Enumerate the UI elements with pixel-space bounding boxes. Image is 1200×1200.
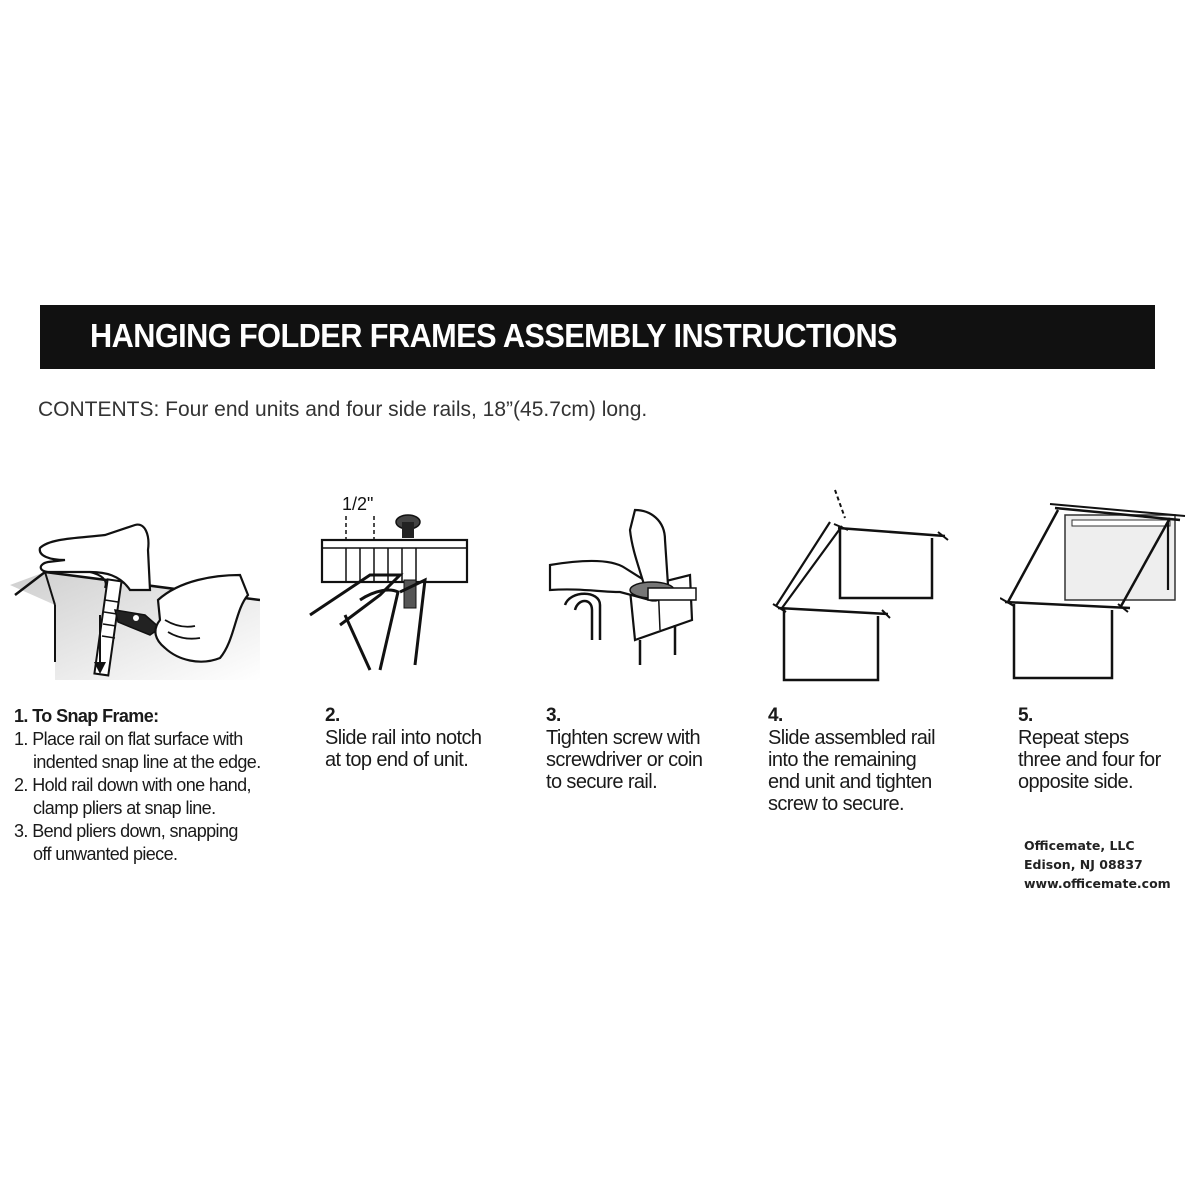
step-3-number: 3. — [546, 705, 561, 726]
step-5-number: 5. — [1018, 705, 1033, 726]
illustration-assembled-rail — [770, 480, 960, 680]
step-line: into the remaining — [768, 749, 917, 771]
substep-line: clamp pliers at snap line. — [33, 798, 216, 818]
step-4-number: 4. — [768, 705, 783, 726]
illustration-tighten-screw — [540, 480, 710, 680]
illustration-slide-rail — [300, 480, 490, 680]
company-address: Edison, NJ 08837 — [1024, 857, 1143, 872]
half-inch-label: 1/2" — [342, 494, 374, 514]
step-2-number: 2. — [325, 705, 340, 726]
illustration-complete-frame — [1000, 480, 1195, 680]
step-line: opposite side. — [1018, 771, 1134, 793]
step-line: to secure rail. — [546, 771, 658, 793]
step-line: end unit and tighten — [768, 771, 932, 793]
step-1-substep-2 — [14, 774, 261, 820]
substep-line: 2. Hold rail down with one hand, — [14, 775, 251, 795]
substep-line: 1. Place rail on flat surface with — [14, 729, 243, 749]
step-line: screwdriver or coin — [546, 749, 703, 771]
substep-line: indented snap line at the edge. — [33, 752, 261, 772]
step-line: at top end of unit. — [325, 749, 469, 771]
substep-line: 3. Bend pliers down, snapping — [14, 821, 238, 841]
page-title: HANGING FOLDER FRAMES ASSEMBLY INSTRUCTIONS — [90, 317, 897, 354]
step-1-heading: 1. To Snap Frame: — [14, 706, 159, 726]
hands-pliers-illustration — [10, 480, 260, 680]
step-line: screw to secure. — [768, 793, 905, 815]
rail-notch-illustration — [300, 480, 490, 680]
title-banner — [40, 305, 1155, 369]
step-3 — [546, 705, 702, 793]
step-1 — [14, 705, 261, 866]
step-1-substep-1 — [14, 728, 261, 774]
step-line: Repeat steps — [1018, 727, 1129, 749]
step-line: Tighten screw with — [546, 727, 701, 749]
company-name: Officemate, LLC — [1024, 838, 1135, 853]
step-4 — [768, 705, 935, 815]
substep-line: off unwanted piece. — [33, 844, 178, 864]
step-1-substep-3 — [14, 820, 261, 866]
hand-coin-illustration — [540, 480, 710, 680]
step-line: Slide assembled rail — [768, 727, 935, 749]
step-line: three and four for — [1018, 749, 1161, 771]
step-line: Slide rail into notch — [325, 727, 482, 749]
frame-partial-illustration — [770, 480, 960, 690]
step-5 — [1018, 705, 1161, 793]
illustration-snap-frame — [10, 480, 260, 680]
frame-complete-illustration — [1000, 480, 1195, 690]
contents-text: CONTENTS: Four end units and four side rails, 18”(45.7cm) long. — [38, 398, 648, 421]
step-2 — [325, 705, 481, 771]
company-info — [1024, 836, 1171, 893]
company-website: www.officemate.com — [1024, 876, 1171, 891]
